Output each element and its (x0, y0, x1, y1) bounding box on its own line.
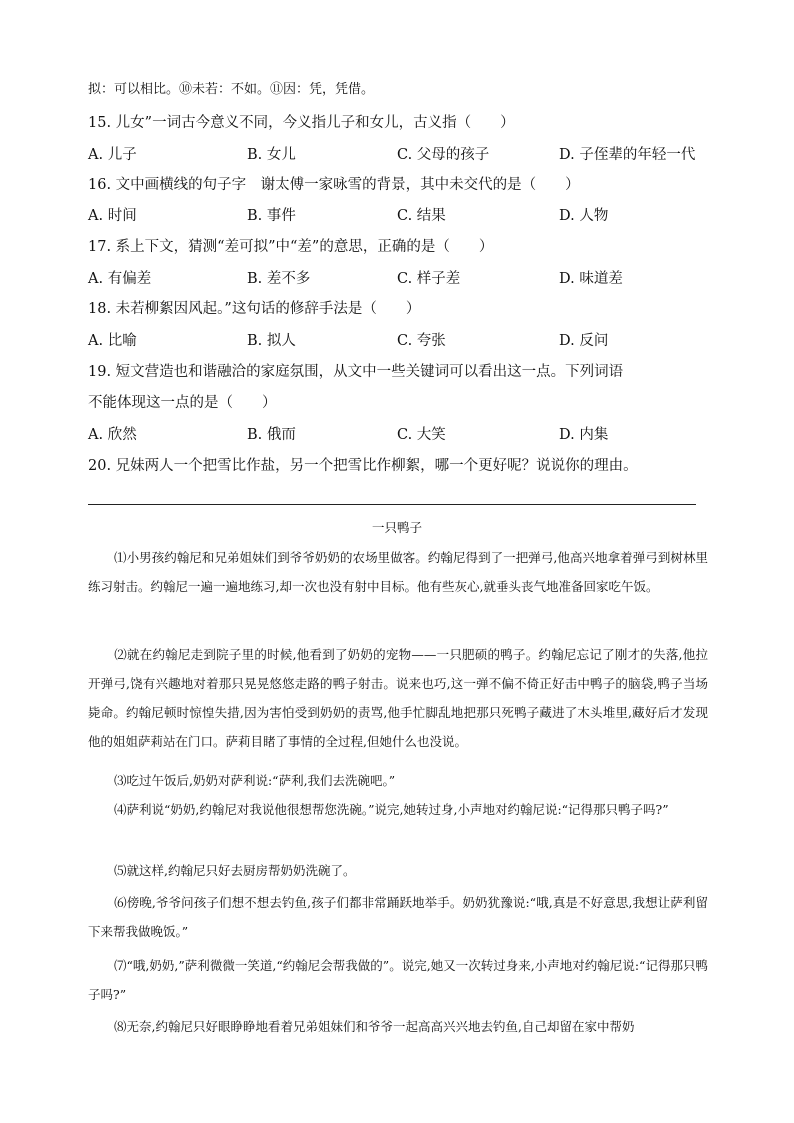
option-c[interactable]: C. 大笑 (397, 427, 446, 443)
passage-paragraph-8: ⑻无奈,约翰尼只好眼睁睁地看着兄弟姐妹们和爷爷一起高高兴兴地去钓鱼,自己却留在家中帮奶 (114, 1019, 635, 1034)
option-d[interactable]: D. 反问 (559, 333, 609, 349)
question-15-stem: 15. 儿女”一词古今意义不同，今义指儿子和女儿，古义指（ ） (88, 115, 515, 131)
option-c[interactable]: C. 父母的孩子 (397, 147, 490, 163)
question-20-stem: 20. 兄妹两人一个把雪比作盐，另一个把雪比作柳絮，哪一个更好呢？说说你的理由。 (88, 458, 638, 474)
question-16-stem: 16. 文中画横线的句子字 谢太傅一家咏雪的背景，其中未交代的是（ ） (88, 177, 580, 193)
option-b[interactable]: B. 差不多 (247, 271, 311, 287)
option-c[interactable]: C. 样子差 (397, 271, 461, 287)
question-18-options (88, 331, 708, 351)
option-b[interactable]: B. 事件 (247, 208, 296, 224)
passage-paragraph-1: ⑴小男孩约翰尼和兄弟姐妹们到爷爷奶奶的农场里做客。约翰尼得到了一把弹弓,他高兴地拿着弹弓到树林里练习射击。约翰尼一遍一遍地练习,却一次也没有射中目标。他有些灰心,就垂头丧气地准备回家吃午饭。 (88, 550, 708, 594)
question-19-stem-continued: 不能体现这一点的是（ ） (88, 395, 277, 411)
passage-paragraph-6: ⑹傍晚,爷爷问孩子们想不想去钓鱼,孩子们都非常踊跃地举手。奶奶犹豫说:“哦,真是不好意思,我想让萨利留下来帮我做晚饭。” (88, 895, 708, 939)
option-a[interactable]: A. 有偏差 (88, 271, 152, 287)
option-d[interactable]: D. 子侄辈的年轻一代 (559, 147, 696, 163)
option-c[interactable]: C. 结果 (397, 208, 446, 224)
option-a[interactable]: A. 时间 (88, 208, 137, 224)
option-d[interactable]: D. 味道差 (559, 271, 623, 287)
answer-line[interactable] (88, 504, 696, 505)
question-18-stem: 18. 未若柳絮因风起。”这句话的修辞手法是（ ） (88, 301, 421, 317)
intro-note: 拟：可以相比。⑩未若：不如。⑪因：凭，凭借。 (88, 82, 375, 97)
passage-title: 一只鸭子 (371, 520, 422, 535)
option-d[interactable]: D. 人物 (559, 208, 609, 224)
passage-paragraph-5: ⑸就这样,约翰尼只好去厨房帮奶奶洗碗了。 (114, 863, 356, 878)
option-b[interactable]: B. 俄而 (247, 427, 296, 443)
option-b[interactable]: B. 拟人 (247, 333, 296, 349)
question-19-options (88, 425, 708, 445)
question-19-stem: 19. 短文营造也和谐融洽的家庭氛围，从文中一些关键词可以看出这一点。下列词语 (88, 364, 624, 380)
question-17-stem: 17. 系上下文，猜测“差可拟”中“差”的意思，正确的是（ ） (88, 239, 494, 255)
option-a[interactable]: A. 比喻 (88, 333, 137, 349)
option-a[interactable]: A. 儿子 (88, 147, 137, 163)
passage-paragraph-4: ⑷萨利说“奶奶,约翰尼对我说他很想帮您洗碗。”说完,她转过身,小声地对约翰尼说:“记得那只鸭子吗?” (114, 802, 669, 817)
option-c[interactable]: C. 夸张 (397, 333, 446, 349)
question-17-options (88, 269, 708, 289)
passage-paragraph-7: ⑺“哦,奶奶,”萨利微微一笑道,“约翰尼会帮我做的”。说完,她又一次转过身来,小声地对约翰尼说:“记得那只鸭子吗?” (88, 958, 708, 1002)
option-a[interactable]: A. 欣然 (88, 427, 137, 443)
question-15-options (88, 145, 708, 165)
question-16-options (88, 206, 708, 226)
passage-paragraph-3: ⑶吃过午饭后,奶奶对萨利说:“萨利,我们去洗碗吧。” (114, 773, 396, 788)
option-b[interactable]: B. 女儿 (247, 147, 296, 163)
passage-paragraph-2: ⑵就在约翰尼走到院子里的时候,他看到了奶奶的宠物——一只肥硕的鸭子。约翰尼忘记了刚才的失落,他拉开弹弓,饶有兴趣地对着那只晃晃悠悠走路的鸭子射击。说来也巧,这一弹不偏不倚正好击中鸭子的脑袋,鸭子当场毙命。约翰尼顿时惊惶失措,因为害怕受到奶奶的责骂,他手忙脚乱地把那只死鸭子藏进了木头堆里,藏好后才发现他的姐姐萨莉站在门口。萨莉目睹了事情的全过程,但她什么也没说。 (88, 647, 708, 749)
option-d[interactable]: D. 内集 (559, 427, 609, 443)
